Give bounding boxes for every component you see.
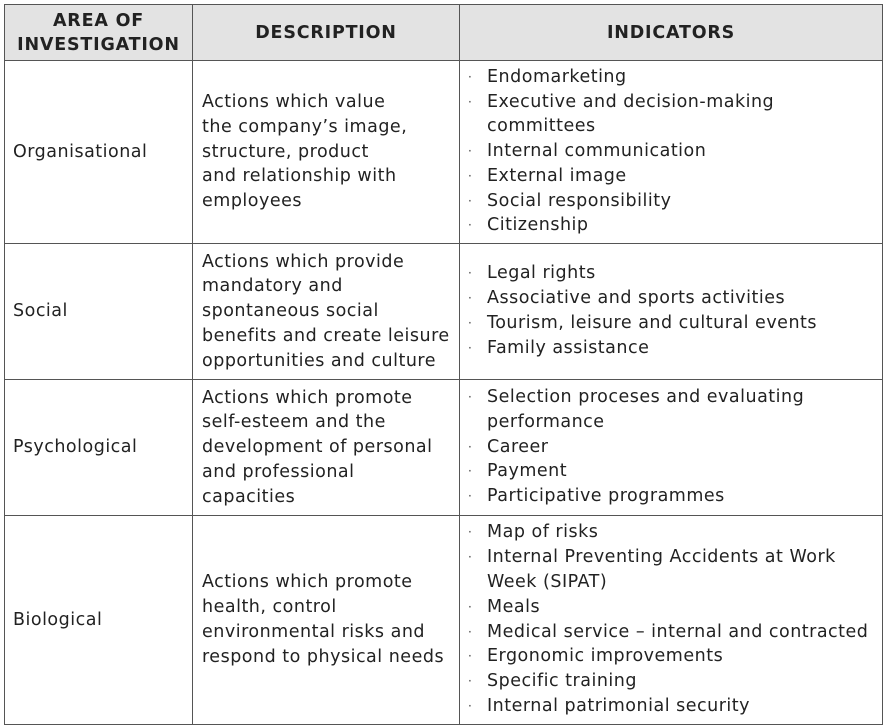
table-row — [5, 516, 883, 725]
indicator-text: Medical service – internal and contracted — [487, 621, 869, 642]
description-line: the company’s image, — [202, 116, 408, 137]
description-line: benefits and create leisure — [202, 325, 450, 346]
bullet-icon: · — [468, 464, 473, 479]
indicator-item — [467, 694, 876, 719]
description-line: respond to physical needs — [202, 646, 445, 667]
bullet-icon: · — [468, 316, 473, 330]
bullet-icon: · — [468, 624, 473, 639]
indicator-text: External image — [487, 165, 627, 186]
bullet-icon: · — [468, 649, 473, 664]
bullet-icon: · — [468, 390, 473, 404]
header-description: DESCRIPTION — [193, 5, 460, 61]
indicators-cell — [460, 61, 883, 244]
indicator-item — [467, 139, 876, 164]
bullet-icon: · — [468, 291, 473, 306]
indicator-item — [467, 189, 876, 214]
indicator-text: Family assistance — [487, 337, 650, 358]
indicator-item — [467, 311, 876, 336]
area-cell: Psychological — [5, 380, 193, 516]
indicator-list — [467, 65, 876, 239]
bullet-icon: · — [468, 94, 473, 109]
description-line: mandatory and — [202, 276, 343, 297]
indicator-text: Meals — [487, 596, 541, 617]
bullet-icon: · — [468, 144, 473, 159]
header-area-line-1: AREA OF — [52, 10, 145, 31]
description-line: Actions which promote — [202, 387, 413, 408]
investigation-table — [4, 4, 883, 725]
indicator-text: Associative and sports activities — [487, 288, 786, 309]
description-line: Actions which provide — [202, 251, 405, 272]
table-row — [5, 244, 883, 380]
indicator-text: Social responsibility — [487, 190, 672, 211]
bullet-icon: · — [468, 525, 473, 540]
description-line: employees — [202, 191, 302, 212]
indicators-cell — [460, 516, 883, 725]
indicator-text: Internal patrimonial security — [487, 695, 750, 716]
description-line: and professional capacities — [202, 461, 355, 507]
description-line: health, control — [202, 597, 337, 618]
bullet-icon: · — [468, 168, 473, 183]
bullet-icon: · — [468, 340, 473, 355]
area-cell: Biological — [5, 516, 193, 725]
table-row — [5, 61, 883, 244]
indicator-text: Legal rights — [487, 263, 596, 284]
bullet-icon: · — [468, 698, 473, 713]
bullet-icon: · — [468, 550, 473, 565]
indicator-item — [467, 620, 876, 645]
table-row — [5, 380, 883, 516]
bullet-icon: · — [468, 266, 473, 281]
indicator-text: Citizenship — [487, 215, 589, 236]
description-cell — [193, 61, 460, 244]
indicator-item — [467, 459, 876, 484]
header-indicators: INDICATORS — [460, 5, 883, 61]
indicator-item — [467, 669, 876, 694]
description-line: structure, product — [202, 141, 369, 162]
indicator-item — [467, 385, 876, 435]
indicator-item — [467, 484, 876, 509]
description-line: Actions which promote — [202, 572, 413, 593]
bullet-icon: · — [468, 218, 473, 233]
indicator-text: Specific training — [487, 671, 637, 692]
area-cell: Social — [5, 244, 193, 380]
description-line: spontaneous social — [202, 301, 379, 322]
indicator-text: Map of risks — [487, 522, 599, 543]
indicator-item — [467, 595, 876, 620]
indicator-text: Executive and decision-making committees — [487, 91, 775, 137]
bullet-icon: · — [468, 599, 473, 614]
indicator-item — [467, 644, 876, 669]
indicator-item — [467, 286, 876, 311]
area-cell: Organisational — [5, 61, 193, 244]
header-row — [5, 5, 883, 61]
bullet-icon: · — [468, 489, 473, 504]
indicator-text: Participative programmes — [487, 486, 725, 507]
bullet-icon: · — [468, 439, 473, 454]
indicator-text: Tourism, leisure and cultural events — [487, 313, 818, 333]
indicator-item — [467, 261, 876, 286]
indicator-list — [467, 520, 876, 718]
description-line: Actions which value — [202, 92, 386, 112]
indicator-text: Internal Preventing Accidents at Work Week (SIPAT) — [487, 547, 836, 592]
indicator-list — [467, 385, 876, 509]
indicator-text: Internal communication — [487, 141, 707, 162]
bullet-icon: · — [468, 674, 473, 689]
indicator-list — [467, 261, 876, 360]
indicators-cell — [460, 244, 883, 380]
description-cell — [193, 244, 460, 380]
indicator-item — [467, 213, 876, 238]
description-cell — [193, 380, 460, 516]
indicator-text: Ergonomic improvements — [487, 646, 724, 667]
description-cell — [193, 516, 460, 725]
description-line: and relationship with — [202, 166, 397, 187]
description-line: opportunities and culture — [202, 350, 436, 371]
description-line: self-esteem and the — [202, 412, 386, 433]
indicator-text: Endomarketing — [487, 66, 627, 87]
description-line: development of personal — [202, 437, 433, 458]
indicator-item — [467, 90, 876, 140]
indicator-item — [467, 336, 876, 361]
indicator-item — [467, 435, 876, 460]
description-line: environmental risks and — [202, 622, 426, 642]
indicator-item — [467, 164, 876, 189]
bullet-icon: · — [468, 69, 473, 84]
bullet-icon: · — [468, 193, 473, 208]
indicators-cell — [460, 380, 883, 516]
indicator-item — [467, 545, 876, 595]
indicator-item — [467, 65, 876, 90]
indicator-item — [467, 520, 876, 545]
indicator-text: Career — [487, 436, 549, 457]
header-area-line-2: INVESTIGATION — [17, 34, 180, 55]
indicator-text: Selection proceses and evaluating performance — [487, 387, 805, 432]
indicator-text: Payment — [487, 461, 568, 482]
header-area — [5, 5, 193, 61]
